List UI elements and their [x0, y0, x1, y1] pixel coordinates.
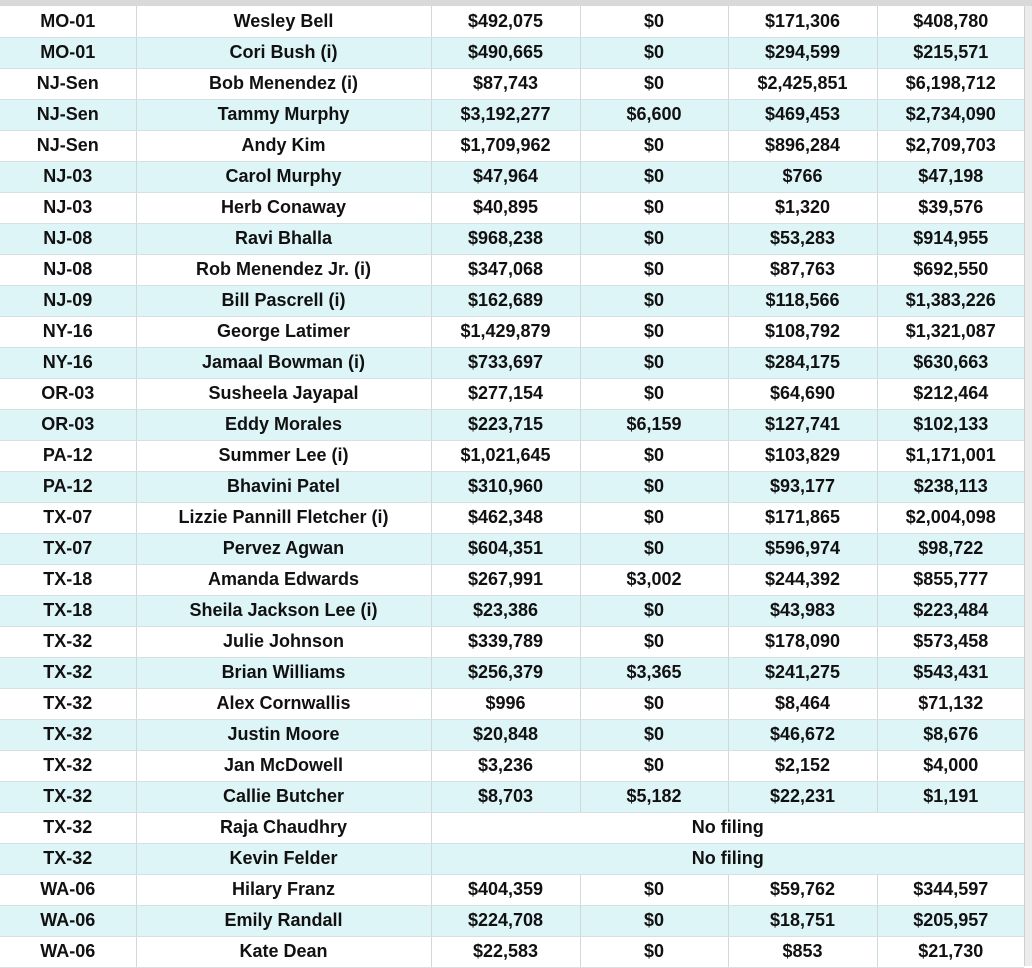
cash-cell: $855,777 [877, 564, 1024, 595]
cash-cell: $21,730 [877, 936, 1024, 967]
table-row [0, 719, 1024, 750]
candidate-cell: Bob Menendez (i) [136, 68, 431, 99]
candidate-cell: Carol Murphy [136, 161, 431, 192]
spent-cell: $896,284 [728, 130, 877, 161]
cash-cell: $2,709,703 [877, 130, 1024, 161]
candidate-cell: Susheela Jayapal [136, 378, 431, 409]
spent-cell: $766 [728, 161, 877, 192]
cash-cell: $212,464 [877, 378, 1024, 409]
receipts-cell: $339,789 [431, 626, 580, 657]
receipts-cell: $40,895 [431, 192, 580, 223]
district-cell: WA-06 [0, 936, 136, 967]
pac-cell: $0 [580, 316, 728, 347]
district-cell: MO-01 [0, 6, 136, 37]
pac-cell: $6,159 [580, 409, 728, 440]
receipts-cell: $1,021,645 [431, 440, 580, 471]
cash-cell: $573,458 [877, 626, 1024, 657]
district-cell: TX-07 [0, 502, 136, 533]
cash-cell: $344,597 [877, 874, 1024, 905]
district-cell: OR-03 [0, 409, 136, 440]
receipts-cell: $968,238 [431, 223, 580, 254]
spent-cell: $241,275 [728, 657, 877, 688]
district-cell: NJ-08 [0, 223, 136, 254]
district-cell: TX-32 [0, 688, 136, 719]
candidate-cell: Hilary Franz [136, 874, 431, 905]
cash-cell: $6,198,712 [877, 68, 1024, 99]
table-row [0, 874, 1024, 905]
district-cell: TX-07 [0, 533, 136, 564]
table-row [0, 68, 1024, 99]
table-row [0, 285, 1024, 316]
table-row [0, 223, 1024, 254]
table-row [0, 440, 1024, 471]
district-cell: WA-06 [0, 874, 136, 905]
district-cell: TX-32 [0, 626, 136, 657]
receipts-cell: $22,583 [431, 936, 580, 967]
cash-cell: $408,780 [877, 6, 1024, 37]
spent-cell: $2,152 [728, 750, 877, 781]
spent-cell: $43,983 [728, 595, 877, 626]
district-cell: MO-01 [0, 37, 136, 68]
receipts-cell: $23,386 [431, 595, 580, 626]
candidate-cell: Amanda Edwards [136, 564, 431, 595]
receipts-cell: $462,348 [431, 502, 580, 533]
candidate-cell: Sheila Jackson Lee (i) [136, 595, 431, 626]
candidate-cell: Wesley Bell [136, 6, 431, 37]
district-cell: TX-18 [0, 564, 136, 595]
candidate-cell: Cori Bush (i) [136, 37, 431, 68]
candidate-cell: Callie Butcher [136, 781, 431, 812]
pac-cell: $6,600 [580, 99, 728, 130]
district-cell: PA-12 [0, 471, 136, 502]
pac-cell: $0 [580, 6, 728, 37]
cash-cell: $1,383,226 [877, 285, 1024, 316]
spent-cell: $2,425,851 [728, 68, 877, 99]
candidate-cell: Justin Moore [136, 719, 431, 750]
spent-cell: $64,690 [728, 378, 877, 409]
pac-cell: $0 [580, 161, 728, 192]
table-row [0, 254, 1024, 285]
spent-cell: $87,763 [728, 254, 877, 285]
cash-cell: $1,171,001 [877, 440, 1024, 471]
cash-cell: $215,571 [877, 37, 1024, 68]
spent-cell: $284,175 [728, 347, 877, 378]
table-row [0, 781, 1024, 812]
district-cell: TX-32 [0, 750, 136, 781]
table-row [0, 750, 1024, 781]
receipts-cell: $1,709,962 [431, 130, 580, 161]
pac-cell: $0 [580, 533, 728, 564]
table-row [0, 688, 1024, 719]
cash-cell: $8,676 [877, 719, 1024, 750]
spent-cell: $171,306 [728, 6, 877, 37]
pac-cell: $0 [580, 874, 728, 905]
table-row [0, 595, 1024, 626]
spent-cell: $178,090 [728, 626, 877, 657]
candidate-cell: Alex Cornwallis [136, 688, 431, 719]
pac-cell: $0 [580, 440, 728, 471]
table-row [0, 192, 1024, 223]
pac-cell: $0 [580, 750, 728, 781]
receipts-cell: $1,429,879 [431, 316, 580, 347]
table-row [0, 471, 1024, 502]
candidate-cell: Eddy Morales [136, 409, 431, 440]
receipts-cell: $404,359 [431, 874, 580, 905]
table-row [0, 564, 1024, 595]
district-cell: TX-32 [0, 812, 136, 843]
district-cell: NJ-Sen [0, 68, 136, 99]
candidate-cell: Pervez Agwan [136, 533, 431, 564]
district-cell: NJ-Sen [0, 99, 136, 130]
spent-cell: $118,566 [728, 285, 877, 316]
table-row [0, 161, 1024, 192]
pac-cell: $0 [580, 719, 728, 750]
spent-cell: $244,392 [728, 564, 877, 595]
spent-cell: $59,762 [728, 874, 877, 905]
table-row [0, 37, 1024, 68]
cash-cell: $71,132 [877, 688, 1024, 719]
table-body [0, 6, 1024, 967]
cash-cell: $692,550 [877, 254, 1024, 285]
table-row [0, 99, 1024, 130]
spent-cell: $596,974 [728, 533, 877, 564]
cash-cell: $98,722 [877, 533, 1024, 564]
district-cell: PA-12 [0, 440, 136, 471]
spent-cell: $108,792 [728, 316, 877, 347]
pac-cell: $0 [580, 130, 728, 161]
receipts-cell: $87,743 [431, 68, 580, 99]
table-row [0, 6, 1024, 37]
district-cell: NJ-03 [0, 192, 136, 223]
cash-cell: $47,198 [877, 161, 1024, 192]
candidate-cell: Lizzie Pannill Fletcher (i) [136, 502, 431, 533]
candidate-cell: Summer Lee (i) [136, 440, 431, 471]
candidate-cell: Bill Pascrell (i) [136, 285, 431, 316]
receipts-cell: $310,960 [431, 471, 580, 502]
pac-cell: $0 [580, 192, 728, 223]
district-cell: TX-32 [0, 781, 136, 812]
receipts-cell: $224,708 [431, 905, 580, 936]
pac-cell: $0 [580, 471, 728, 502]
receipts-cell: $223,715 [431, 409, 580, 440]
spent-cell: $53,283 [728, 223, 877, 254]
cash-cell: $238,113 [877, 471, 1024, 502]
spent-cell: $8,464 [728, 688, 877, 719]
candidate-cell: Rob Menendez Jr. (i) [136, 254, 431, 285]
receipts-cell: $492,075 [431, 6, 580, 37]
table-row [0, 657, 1024, 688]
cash-cell: $2,734,090 [877, 99, 1024, 130]
district-cell: NY-16 [0, 316, 136, 347]
candidate-cell: Bhavini Patel [136, 471, 431, 502]
receipts-cell: $490,665 [431, 37, 580, 68]
candidate-cell: Andy Kim [136, 130, 431, 161]
table-row [0, 905, 1024, 936]
pac-cell: $0 [580, 378, 728, 409]
table-row [0, 533, 1024, 564]
table-row [0, 626, 1024, 657]
receipts-cell: $8,703 [431, 781, 580, 812]
pac-cell: $0 [580, 347, 728, 378]
candidate-cell: Julie Johnson [136, 626, 431, 657]
receipts-cell: $996 [431, 688, 580, 719]
pac-cell: $0 [580, 37, 728, 68]
fundraising-table [0, 6, 1024, 968]
receipts-cell: $3,236 [431, 750, 580, 781]
spent-cell: $1,320 [728, 192, 877, 223]
district-cell: NJ-Sen [0, 130, 136, 161]
cash-cell: $223,484 [877, 595, 1024, 626]
cash-cell: $102,133 [877, 409, 1024, 440]
spent-cell: $46,672 [728, 719, 877, 750]
no-filing-note: No filing [431, 843, 1024, 874]
district-cell: OR-03 [0, 378, 136, 409]
receipts-cell: $47,964 [431, 161, 580, 192]
candidate-cell: Ravi Bhalla [136, 223, 431, 254]
pac-cell: $3,365 [580, 657, 728, 688]
receipts-cell: $277,154 [431, 378, 580, 409]
candidate-cell: Kevin Felder [136, 843, 431, 874]
spent-cell: $853 [728, 936, 877, 967]
candidate-cell: Herb Conaway [136, 192, 431, 223]
spent-cell: $22,231 [728, 781, 877, 812]
receipts-cell: $20,848 [431, 719, 580, 750]
district-cell: TX-18 [0, 595, 136, 626]
candidate-cell: Tammy Murphy [136, 99, 431, 130]
district-cell: TX-32 [0, 719, 136, 750]
receipts-cell: $267,991 [431, 564, 580, 595]
spent-cell: $93,177 [728, 471, 877, 502]
cash-cell: $4,000 [877, 750, 1024, 781]
cash-cell: $1,321,087 [877, 316, 1024, 347]
spent-cell: $18,751 [728, 905, 877, 936]
cash-cell: $914,955 [877, 223, 1024, 254]
pac-cell: $0 [580, 254, 728, 285]
candidate-cell: Brian Williams [136, 657, 431, 688]
pac-cell: $5,182 [580, 781, 728, 812]
cash-cell: $630,663 [877, 347, 1024, 378]
table-row [0, 409, 1024, 440]
district-cell: NJ-09 [0, 285, 136, 316]
pac-cell: $0 [580, 595, 728, 626]
pac-cell: $0 [580, 502, 728, 533]
pac-cell: $0 [580, 223, 728, 254]
spent-cell: $469,453 [728, 99, 877, 130]
cash-cell: $39,576 [877, 192, 1024, 223]
receipts-cell: $3,192,277 [431, 99, 580, 130]
district-cell: TX-32 [0, 843, 136, 874]
table-row [0, 936, 1024, 967]
spent-cell: $103,829 [728, 440, 877, 471]
candidate-cell: Jan McDowell [136, 750, 431, 781]
candidate-cell: Raja Chaudhry [136, 812, 431, 843]
pac-cell: $0 [580, 626, 728, 657]
vertical-scrollbar[interactable] [1024, 6, 1032, 966]
table-row [0, 378, 1024, 409]
spent-cell: $171,865 [728, 502, 877, 533]
candidate-cell: Emily Randall [136, 905, 431, 936]
pac-cell: $0 [580, 688, 728, 719]
table-row [0, 843, 1024, 874]
district-cell: WA-06 [0, 905, 136, 936]
table-row [0, 502, 1024, 533]
pac-cell: $0 [580, 68, 728, 99]
cash-cell: $205,957 [877, 905, 1024, 936]
cash-cell: $1,191 [877, 781, 1024, 812]
table-row [0, 130, 1024, 161]
spent-cell: $294,599 [728, 37, 877, 68]
table-row [0, 316, 1024, 347]
pac-cell: $3,002 [580, 564, 728, 595]
table-row [0, 347, 1024, 378]
district-cell: NJ-03 [0, 161, 136, 192]
candidate-cell: Jamaal Bowman (i) [136, 347, 431, 378]
receipts-cell: $347,068 [431, 254, 580, 285]
no-filing-note: No filing [431, 812, 1024, 843]
district-cell: NY-16 [0, 347, 136, 378]
pac-cell: $0 [580, 905, 728, 936]
table-row [0, 812, 1024, 843]
cash-cell: $543,431 [877, 657, 1024, 688]
spent-cell: $127,741 [728, 409, 877, 440]
district-cell: NJ-08 [0, 254, 136, 285]
receipts-cell: $733,697 [431, 347, 580, 378]
candidate-cell: George Latimer [136, 316, 431, 347]
receipts-cell: $604,351 [431, 533, 580, 564]
cash-cell: $2,004,098 [877, 502, 1024, 533]
receipts-cell: $256,379 [431, 657, 580, 688]
candidate-cell: Kate Dean [136, 936, 431, 967]
district-cell: TX-32 [0, 657, 136, 688]
receipts-cell: $162,689 [431, 285, 580, 316]
pac-cell: $0 [580, 936, 728, 967]
pac-cell: $0 [580, 285, 728, 316]
